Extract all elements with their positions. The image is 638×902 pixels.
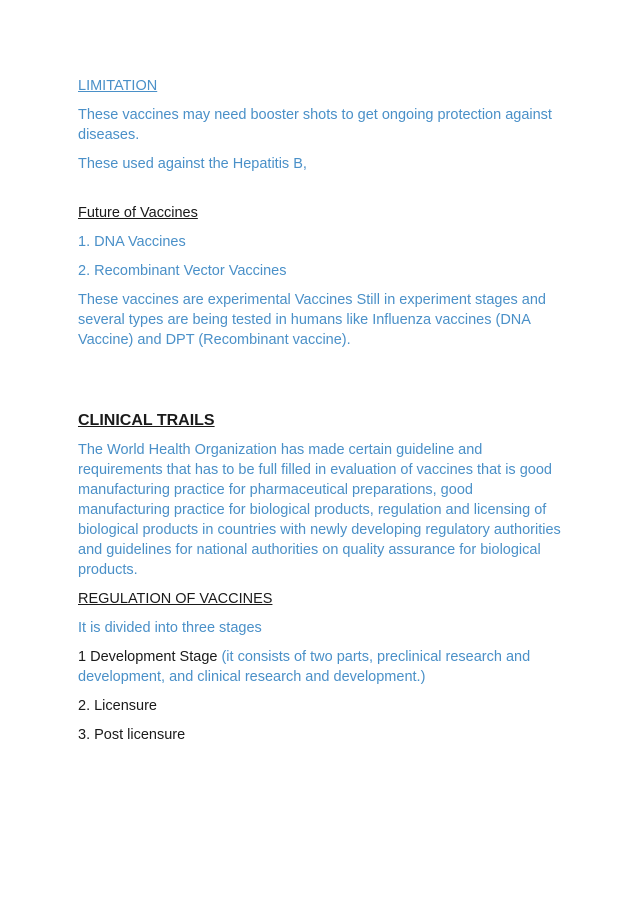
stage-1-label: 1 Development Stage [78, 649, 218, 665]
regulation-stage-1 [78, 647, 568, 687]
future-body: These vaccines are experimental Vaccines Still in experiment stages and several types are being tested in humans like Influenza vaccines (DNA Vaccine) and DPT (Recombinant vaccine). [78, 292, 546, 348]
future-item-2: 2. Recombinant Vector Vaccines [78, 263, 287, 279]
regulation-stage-3: 3. Post licensure [78, 727, 186, 743]
document-content [78, 76, 568, 754]
spacer [78, 183, 568, 203]
limitation-line-1: These vaccines may need booster shots to get ongoing protection against diseases. [78, 107, 552, 143]
regulation-stage-2: 2. Licensure [78, 698, 157, 714]
future-item-1: 1. DNA Vaccines [78, 234, 186, 250]
stage-1-detail: (it consists of two parts, preclinical research and development, and clinical research and development.) [78, 649, 531, 685]
limitation-heading: LIMITATION [78, 78, 158, 94]
regulation-intro: It is divided into three stages [78, 620, 262, 636]
future-heading: Future of Vaccines [78, 205, 198, 221]
limitation-line-2: These used against the Hepatitis B, [78, 156, 307, 172]
regulation-heading: REGULATION OF VACCINES [78, 591, 273, 607]
spacer [78, 359, 568, 411]
clinical-body: The World Health Organization has made certain guideline and requirements that has to be full filled in evaluation of vaccines that is good manufacturing practice for pharmaceutical preparations, good manufacturing practice for biological products, regulation and licensing of biological products in countries with newly developing regulatory authorities and guidelines for national authorities on quality assurance for biological products. [78, 442, 561, 578]
clinical-heading: CLINICAL TRAILS [78, 412, 215, 429]
